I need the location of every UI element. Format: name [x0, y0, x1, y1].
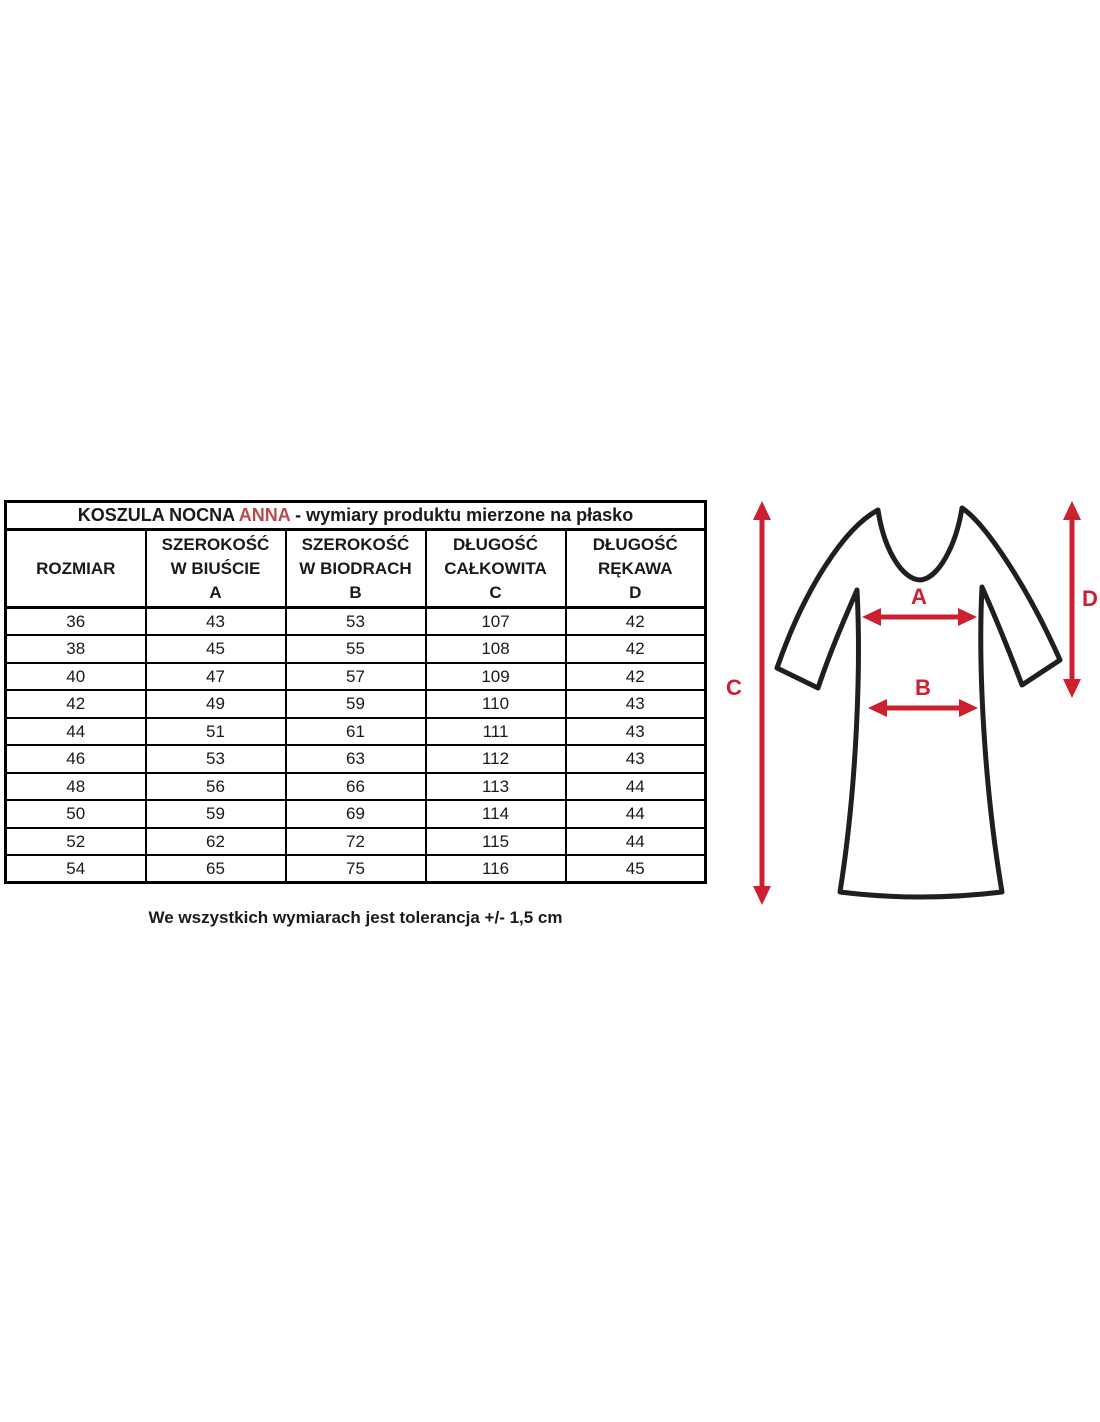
table-row: [6, 855, 706, 883]
size-cell: 111: [426, 718, 566, 746]
table-row: [6, 663, 706, 691]
size-cell: 44: [566, 773, 706, 801]
sleeve-arrow-D: [1063, 501, 1098, 698]
size-table: [4, 500, 707, 884]
table-title-row: [6, 502, 706, 530]
column-header-bust: [146, 530, 286, 608]
header-line: SZEROKOŚĆ: [301, 535, 410, 554]
size-cell: 59: [146, 800, 286, 828]
product-name-label: ANNA: [238, 505, 291, 525]
size-cell: 112: [426, 745, 566, 773]
size-cell: 61: [286, 718, 426, 746]
size-cell: 44: [566, 800, 706, 828]
size-cell: 47: [146, 663, 286, 691]
nightgown-outline: [777, 508, 1060, 897]
size-cell: 108: [426, 635, 566, 663]
size-cell: 113: [426, 773, 566, 801]
size-cell: 43: [566, 745, 706, 773]
header-measure-letter: D: [629, 582, 642, 602]
size-cell: 53: [286, 608, 426, 636]
size-cell: 50: [6, 800, 146, 828]
table-row: [6, 635, 706, 663]
size-cell: 49: [146, 690, 286, 718]
size-cell: 72: [286, 828, 426, 856]
size-cell: 53: [146, 745, 286, 773]
size-cell: 36: [6, 608, 146, 636]
size-cell: 44: [566, 828, 706, 856]
size-cell: 43: [146, 608, 286, 636]
header-line: DŁUGOŚĆ: [453, 535, 538, 554]
title-suffix-label: - wymiary produktu mierzone na płasko: [290, 505, 634, 525]
table-row: [6, 800, 706, 828]
table-row: [6, 718, 706, 746]
size-cell: 51: [146, 718, 286, 746]
table-title: [6, 502, 706, 530]
size-cell: 43: [566, 690, 706, 718]
size-cell: 115: [426, 828, 566, 856]
header-measure-letter: C: [489, 582, 502, 602]
size-cell: 42: [566, 663, 706, 691]
table-row: [6, 828, 706, 856]
header-measure-letter: A: [209, 582, 222, 602]
column-header-hips: [286, 530, 426, 608]
size-cell: 63: [286, 745, 426, 773]
size-cell: 66: [286, 773, 426, 801]
size-cell: 38: [6, 635, 146, 663]
header-measure-letter: B: [349, 582, 362, 602]
size-rows: [6, 608, 706, 883]
size-cell: 48: [6, 773, 146, 801]
size-cell: 75: [286, 855, 426, 883]
size-cell: 114: [426, 800, 566, 828]
size-cell: 55: [286, 635, 426, 663]
size-cell: 45: [566, 855, 706, 883]
label-A: A: [911, 584, 927, 609]
size-cell: 46: [6, 745, 146, 773]
size-cell: 44: [6, 718, 146, 746]
product-type-label: KOSZULA NOCNA: [77, 505, 239, 525]
size-cell: 56: [146, 773, 286, 801]
size-cell: 43: [566, 718, 706, 746]
header-line: W BIUŚCIE: [170, 558, 261, 578]
header-line: DŁUGOŚĆ: [592, 535, 678, 554]
size-cell: 40: [6, 663, 146, 691]
tolerance-note: We wszystkich wymiarach jest tolerancja +/- 1,5 cm: [148, 908, 563, 927]
table-row: [6, 608, 706, 636]
size-cell: 109: [426, 663, 566, 691]
size-cell: 42: [566, 635, 706, 663]
size-cell: 69: [286, 800, 426, 828]
size-cell: 52: [6, 828, 146, 856]
table-row: [6, 690, 706, 718]
label-C: C: [726, 675, 742, 700]
header-line: RĘKAWA: [597, 558, 673, 578]
header-line: ROZMIAR: [36, 558, 116, 578]
table-header-row: [6, 530, 706, 608]
size-cell: 62: [146, 828, 286, 856]
column-header-rozmiar: [6, 530, 146, 608]
size-cell: 45: [146, 635, 286, 663]
size-cell: 59: [286, 690, 426, 718]
header-line: CAŁKOWITA: [444, 558, 547, 578]
column-header-length: [426, 530, 566, 608]
label-B: B: [915, 675, 931, 700]
table-row: [6, 745, 706, 773]
size-cell: 42: [566, 608, 706, 636]
size-cell: 116: [426, 855, 566, 883]
size-cell: 110: [426, 690, 566, 718]
column-header-sleeve: [566, 530, 706, 608]
table-row: [6, 773, 706, 801]
size-cell: 54: [6, 855, 146, 883]
size-cell: 42: [6, 690, 146, 718]
size-cell: 65: [146, 855, 286, 883]
size-cell: 57: [286, 663, 426, 691]
header-line: W BIODRACH: [299, 558, 412, 578]
header-line: SZEROKOŚĆ: [161, 535, 270, 554]
dress-measurement-diagram: [720, 480, 1100, 940]
size-cell: 107: [426, 608, 566, 636]
label-D: D: [1082, 586, 1098, 611]
length-arrow-C: [726, 501, 771, 905]
